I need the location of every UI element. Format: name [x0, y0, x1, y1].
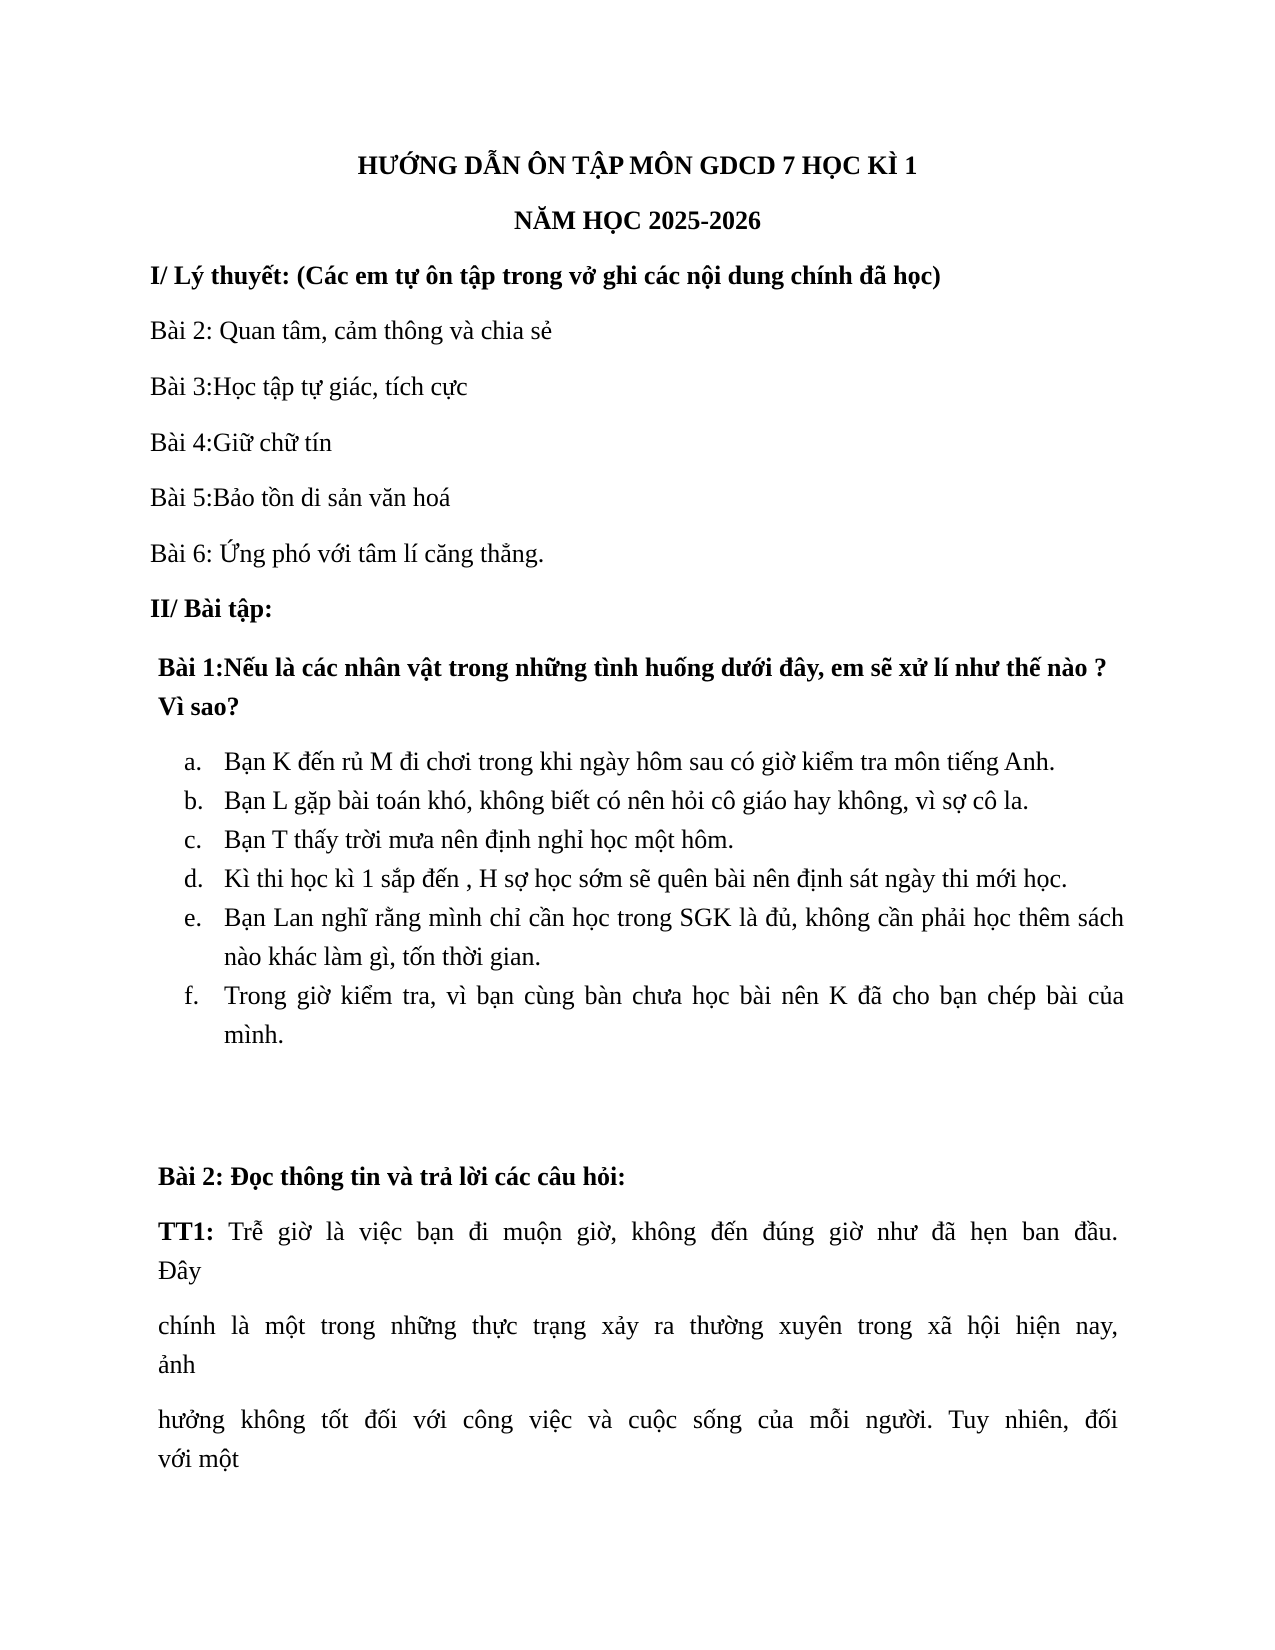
section-exercises-heading: II/ Bài tập: [150, 594, 273, 623]
paragraph-tail: Đây [158, 1256, 202, 1285]
info-paragraph [158, 1212, 1118, 1290]
list-marker: b. [184, 786, 204, 815]
list-item [184, 781, 1124, 820]
list-item-text: Bạn L gặp bài toán khó, không biết có nên hỏi cô giáo hay không, vì sợ cô la. [224, 786, 1029, 815]
list-item-text: Bạn Lan nghĩ rằng mình chỉ cần học trong SGK là đủ, không cần phải học thêm sách nào khác làm gì, tốn thời gian. [224, 903, 1124, 971]
list-marker: e. [184, 903, 203, 932]
tt1-label: TT1: [158, 1217, 215, 1246]
list-item-text: Bạn T thấy trời mưa nên định nghỉ học một hôm. [224, 825, 734, 854]
lesson-item: Bài 4:Giữ chữ tín [150, 428, 332, 457]
list-item [184, 859, 1124, 898]
exercise-2-heading: Bài 2: Đọc thông tin và trả lời các câu hỏi: [158, 1162, 626, 1191]
list-marker: c. [184, 825, 203, 854]
info-paragraph [158, 1306, 1118, 1384]
lesson-item: Bài 3:Học tập tự giác, tích cực [150, 372, 468, 401]
paragraph-tail: với một [158, 1444, 239, 1473]
list-marker: f. [184, 981, 200, 1010]
document-title: HƯỚNG DẪN ÔN TẬP MÔN GDCD 7 HỌC KÌ 1 [357, 151, 918, 180]
lesson-item: Bài 6: Ứng phó với tâm lí căng thẳng. [150, 539, 545, 568]
paragraph-text: hưởng không tốt đối với công việc và cuộc sống của mỗi người. Tuy nhiên, đối [158, 1405, 1118, 1434]
list-item-text: Trong giờ kiểm tra, vì bạn cùng bàn chưa học bài nên K đã cho bạn chép bài của mình. [224, 981, 1124, 1049]
lesson-item: Bài 5:Bảo tồn di sản văn hoá [150, 483, 451, 512]
document-subtitle: NĂM HỌC 2025-2026 [514, 206, 761, 235]
exercise-1-situations [184, 742, 1124, 1054]
paragraph-text: Trễ giờ là việc bạn đi muộn giờ, không đến đúng giờ như đã hẹn ban đầu. [214, 1217, 1118, 1246]
lesson-item: Bài 2: Quan tâm, cảm thông và chia sẻ [150, 316, 553, 345]
info-paragraph [158, 1400, 1118, 1478]
paragraph-tail: ảnh [158, 1350, 196, 1379]
list-item [184, 898, 1124, 976]
exercise-1-heading: Bài 1:Nếu là các nhân vật trong những tình huống dưới đây, em sẽ xử lí như thế nào ?Vì sao? [158, 653, 1107, 721]
list-item [184, 742, 1124, 781]
list-item [184, 976, 1124, 1054]
section-theory-heading: I/ Lý thuyết: (Các em tự ôn tập trong vở ghi các nội dung chính đã học) [150, 261, 941, 290]
list-item [184, 820, 1124, 859]
list-item-text: Bạn K đến rủ M đi chơi trong khi ngày hôm sau có giờ kiểm tra môn tiếng Anh. [224, 747, 1056, 776]
list-marker: a. [184, 747, 203, 776]
list-marker: d. [184, 864, 204, 893]
paragraph-text: chính là một trong những thực trạng xảy ra thường xuyên trong xã hội hiện nay, [158, 1311, 1118, 1340]
list-item-text: Kì thi học kì 1 sắp đến , H sợ học sớm sẽ quên bài nên định sát ngày thi mới học. [224, 864, 1068, 893]
